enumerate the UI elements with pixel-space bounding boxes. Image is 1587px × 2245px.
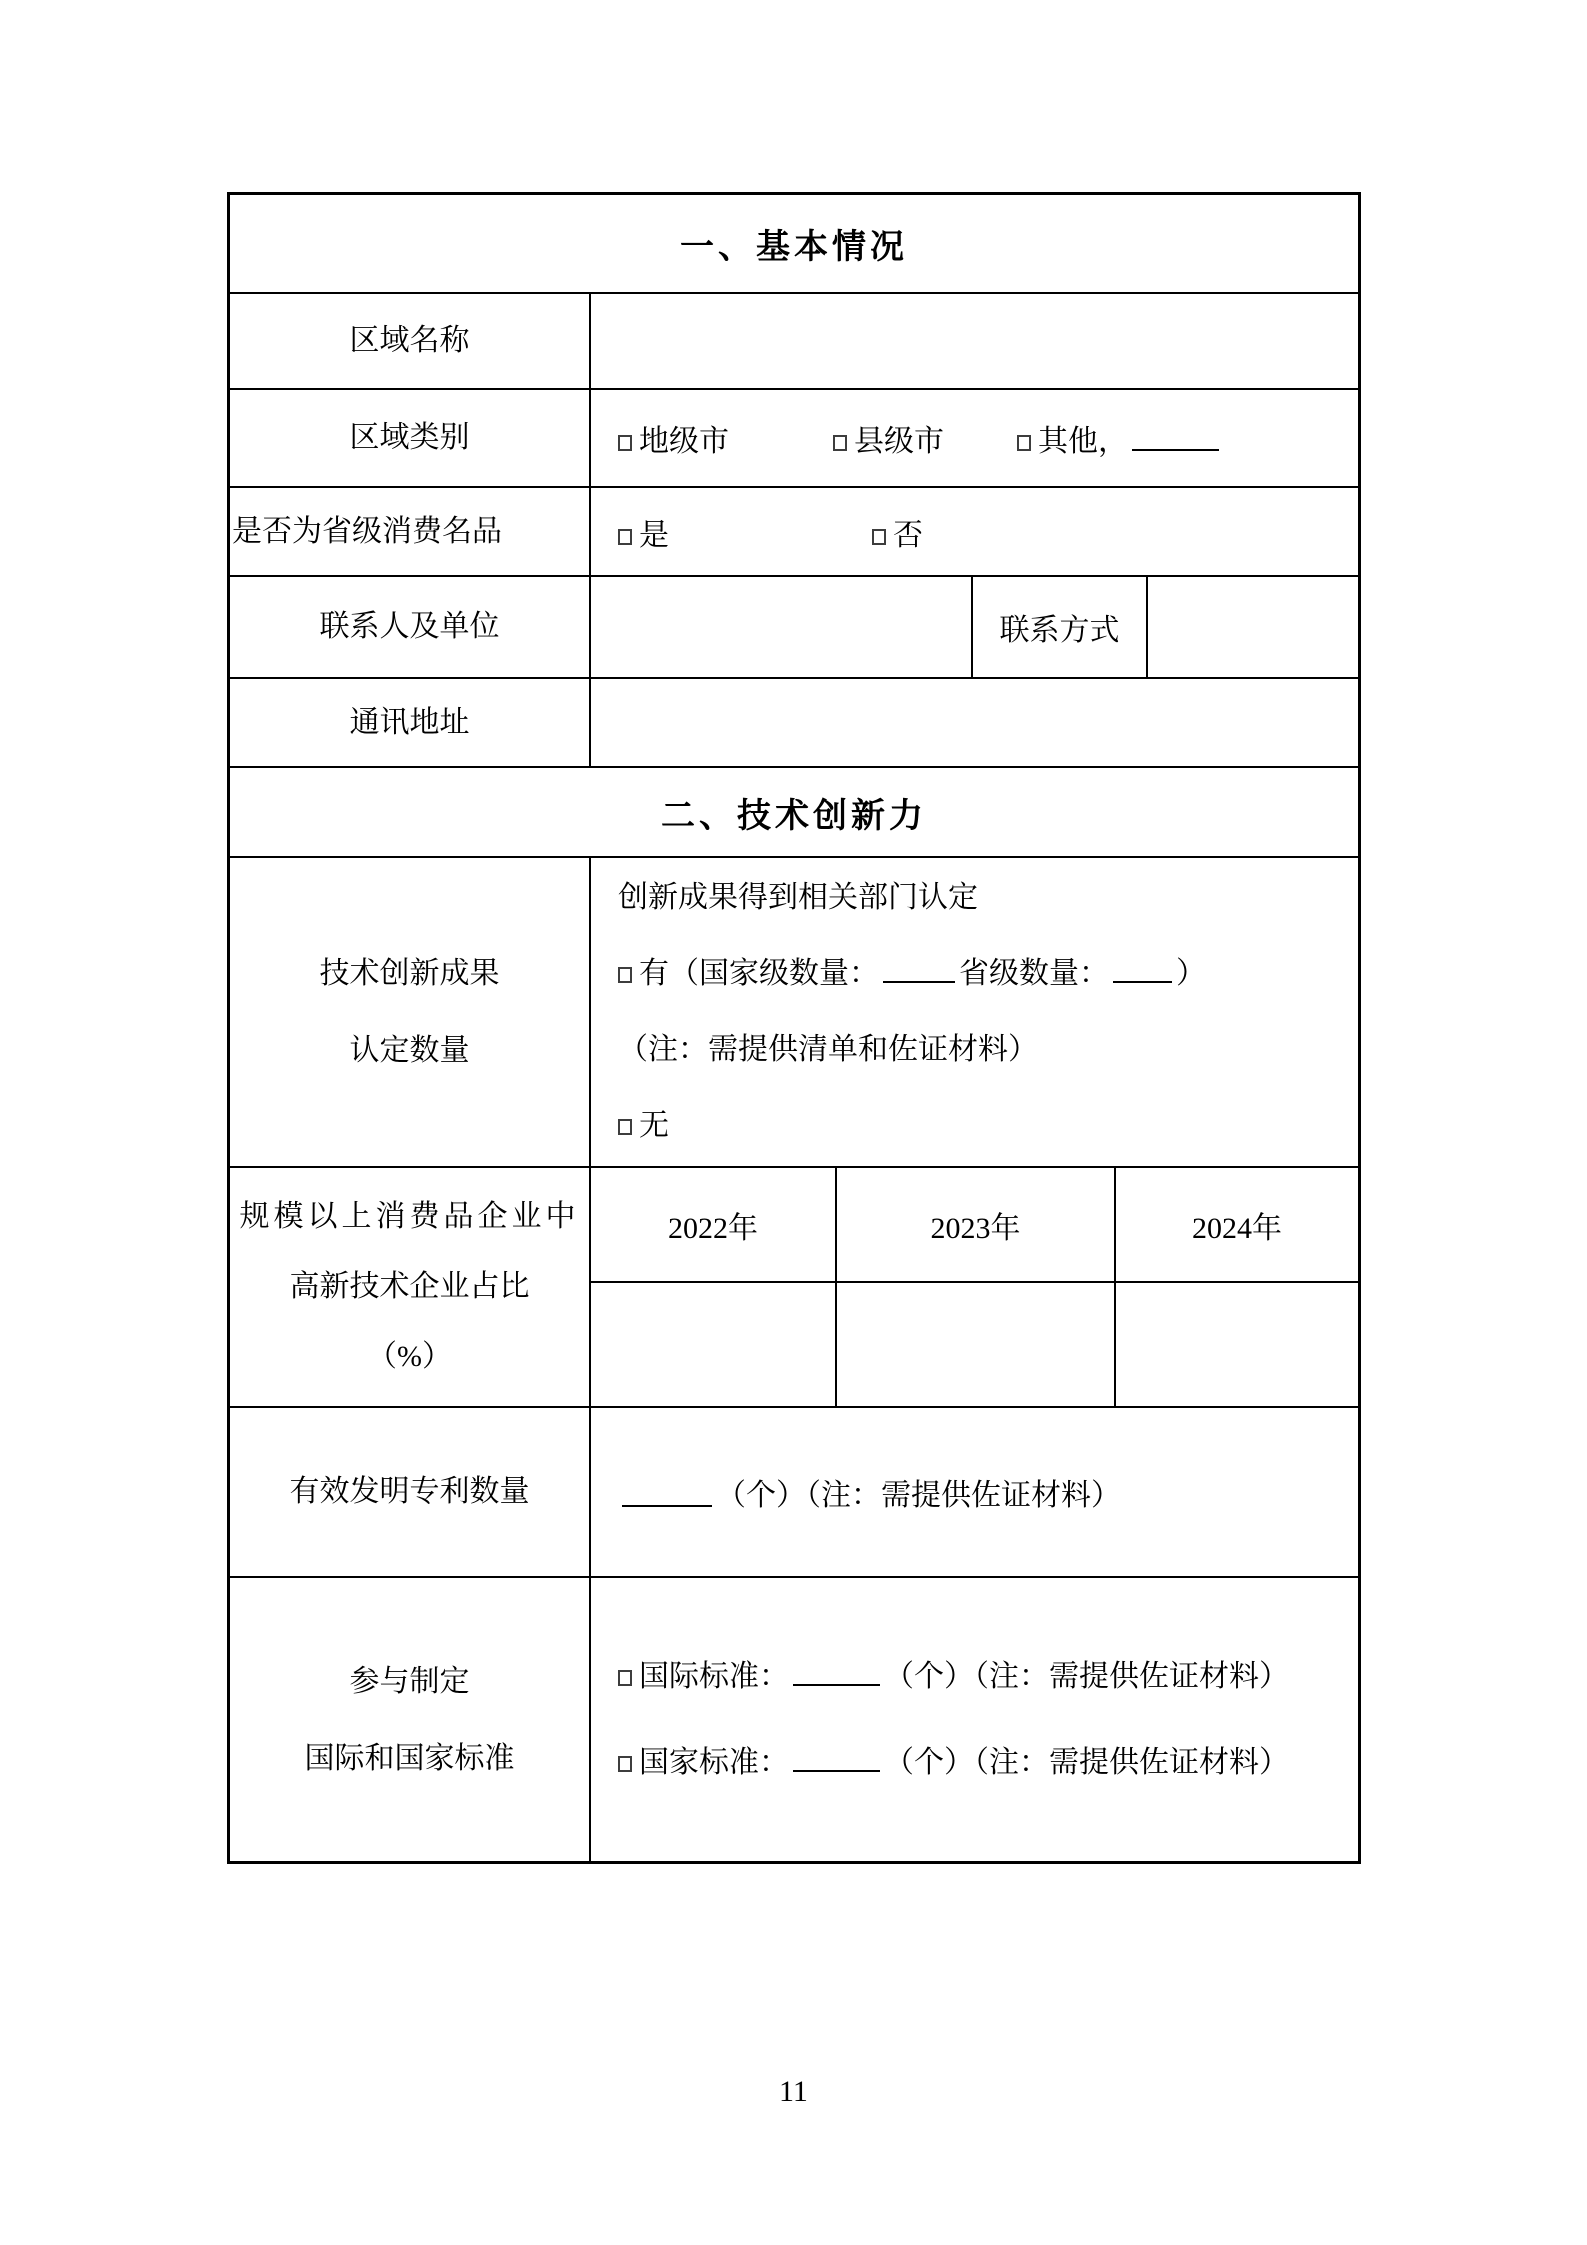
no-achievement-label: 无 — [639, 1109, 669, 1142]
hightech-ratio-label-line1: 规模以上消费品企业中 — [239, 1200, 580, 1233]
section1-title: 一、基本情况 — [680, 228, 908, 266]
option-prefecture-city — [618, 416, 729, 460]
national-count-blank-field[interactable] — [883, 953, 955, 983]
natl-standards-line — [618, 1720, 1358, 1806]
achievement-label-line2: 认定数量 — [349, 1034, 470, 1067]
contact-method-label: 联系方式 — [973, 577, 1148, 677]
intl-standards-suffix: （个）（注：需提供佐证材料） — [884, 1659, 1289, 1693]
patents-count-blank-field[interactable] — [622, 1477, 712, 1507]
county-city-label: 县级市 — [854, 425, 944, 458]
patents-row — [230, 1408, 1358, 1578]
standards-content-cell — [591, 1578, 1358, 1861]
intl-standards-label: 国际标准： — [639, 1659, 789, 1693]
intl-standards-checkbox[interactable] — [618, 1670, 632, 1686]
provincial-count-blank-field[interactable] — [1113, 953, 1172, 983]
option-other — [1017, 416, 1223, 460]
region-name-value-cell[interactable] — [591, 294, 1358, 388]
provincial-brand-row — [230, 488, 1358, 577]
option-county-city — [833, 416, 944, 460]
other-label: 其他， — [1038, 425, 1128, 458]
achievement-has-line — [618, 936, 1358, 1012]
prefecture-city-label: 地级市 — [639, 425, 729, 458]
patents-content-cell — [591, 1408, 1358, 1576]
ratio-2024-value-cell[interactable] — [1116, 1283, 1358, 1406]
natl-standards-blank-field[interactable] — [793, 1742, 880, 1772]
application-form-table — [227, 192, 1361, 1864]
ratio-2022-value-cell[interactable] — [591, 1283, 837, 1406]
hightech-ratio-label — [230, 1168, 591, 1406]
provincial-brand-options-cell — [591, 488, 1358, 575]
hightech-ratio-grid — [591, 1168, 1358, 1406]
address-row — [230, 679, 1358, 768]
standards-label-line1: 参与制定 — [349, 1664, 470, 1698]
achievement-intro: 创新成果得到相关部门认定 — [618, 881, 978, 914]
natl-standards-suffix: （个）（注：需提供佐证材料） — [884, 1745, 1289, 1779]
contact-row — [230, 577, 1358, 679]
section1-header-row — [230, 195, 1358, 294]
other-blank-field[interactable] — [1132, 421, 1219, 451]
option-yes — [618, 510, 669, 554]
achievement-label — [230, 858, 591, 1166]
section2-title: 二、技术创新力 — [661, 796, 927, 835]
achievement-content-cell — [591, 858, 1358, 1166]
hightech-ratio-row — [230, 1168, 1358, 1408]
ratio-2023-value-cell[interactable] — [837, 1283, 1116, 1406]
provincial-brand-label: 是否为省级消费名品 — [230, 488, 591, 575]
natl-standards-label: 国家标准： — [639, 1745, 789, 1779]
yes-checkbox[interactable] — [618, 529, 632, 545]
achievement-none-line — [618, 1088, 1358, 1164]
year-value-subrow — [591, 1283, 1358, 1406]
has-achievement-suffix: ） — [1176, 957, 1206, 990]
year-header-2022: 2022年 — [591, 1168, 837, 1281]
region-name-label: 区域名称 — [230, 294, 591, 388]
no-checkbox[interactable] — [872, 529, 886, 545]
county-city-checkbox[interactable] — [833, 435, 847, 451]
address-label: 通讯地址 — [230, 679, 591, 766]
achievement-row — [230, 858, 1358, 1168]
yes-label: 是 — [639, 518, 669, 552]
year-header-subrow — [591, 1168, 1358, 1283]
intl-standards-line — [618, 1634, 1358, 1720]
standards-label-line2: 国际和国家标准 — [304, 1741, 515, 1775]
year-header-2024: 2024年 — [1192, 1211, 1282, 1245]
page-number: 11 — [779, 2075, 808, 2108]
has-achievement-checkbox[interactable] — [618, 967, 632, 983]
contact-person-label: 联系人及单位 — [230, 577, 591, 677]
provincial-count-label: 省级数量： — [959, 957, 1109, 990]
section2-header-row — [230, 768, 1358, 858]
hightech-ratio-label-line3: （%） — [367, 1340, 452, 1373]
no-label: 否 — [893, 518, 923, 552]
no-achievement-checkbox[interactable] — [618, 1119, 632, 1135]
patents-suffix: （个）（注：需提供佐证材料） — [716, 1479, 1121, 1512]
address-value-cell[interactable] — [591, 679, 1358, 766]
option-no — [872, 510, 923, 554]
prefecture-city-checkbox[interactable] — [618, 435, 632, 451]
contact-person-value-cell[interactable] — [591, 577, 973, 677]
hightech-ratio-label-line2: 高新技术企业占比 — [289, 1270, 530, 1303]
region-name-row — [230, 294, 1358, 390]
standards-label — [230, 1578, 591, 1861]
patents-label: 有效发明专利数量 — [230, 1408, 591, 1576]
natl-standards-checkbox[interactable] — [618, 1756, 632, 1772]
region-type-options-cell — [591, 390, 1358, 486]
achievement-label-line1: 技术创新成果 — [319, 957, 500, 990]
other-checkbox[interactable] — [1017, 435, 1031, 451]
year-header-2023: 2023年 — [837, 1168, 1116, 1281]
region-type-label: 区域类别 — [230, 390, 591, 486]
standards-row — [230, 1578, 1358, 1861]
intl-standards-blank-field[interactable] — [793, 1656, 880, 1686]
has-achievement-label: 有（国家级数量： — [639, 957, 879, 990]
contact-method-value-cell[interactable] — [1148, 577, 1358, 677]
region-type-row — [230, 390, 1358, 488]
achievement-note: （注：需提供清单和佐证材料） — [618, 1033, 1038, 1066]
